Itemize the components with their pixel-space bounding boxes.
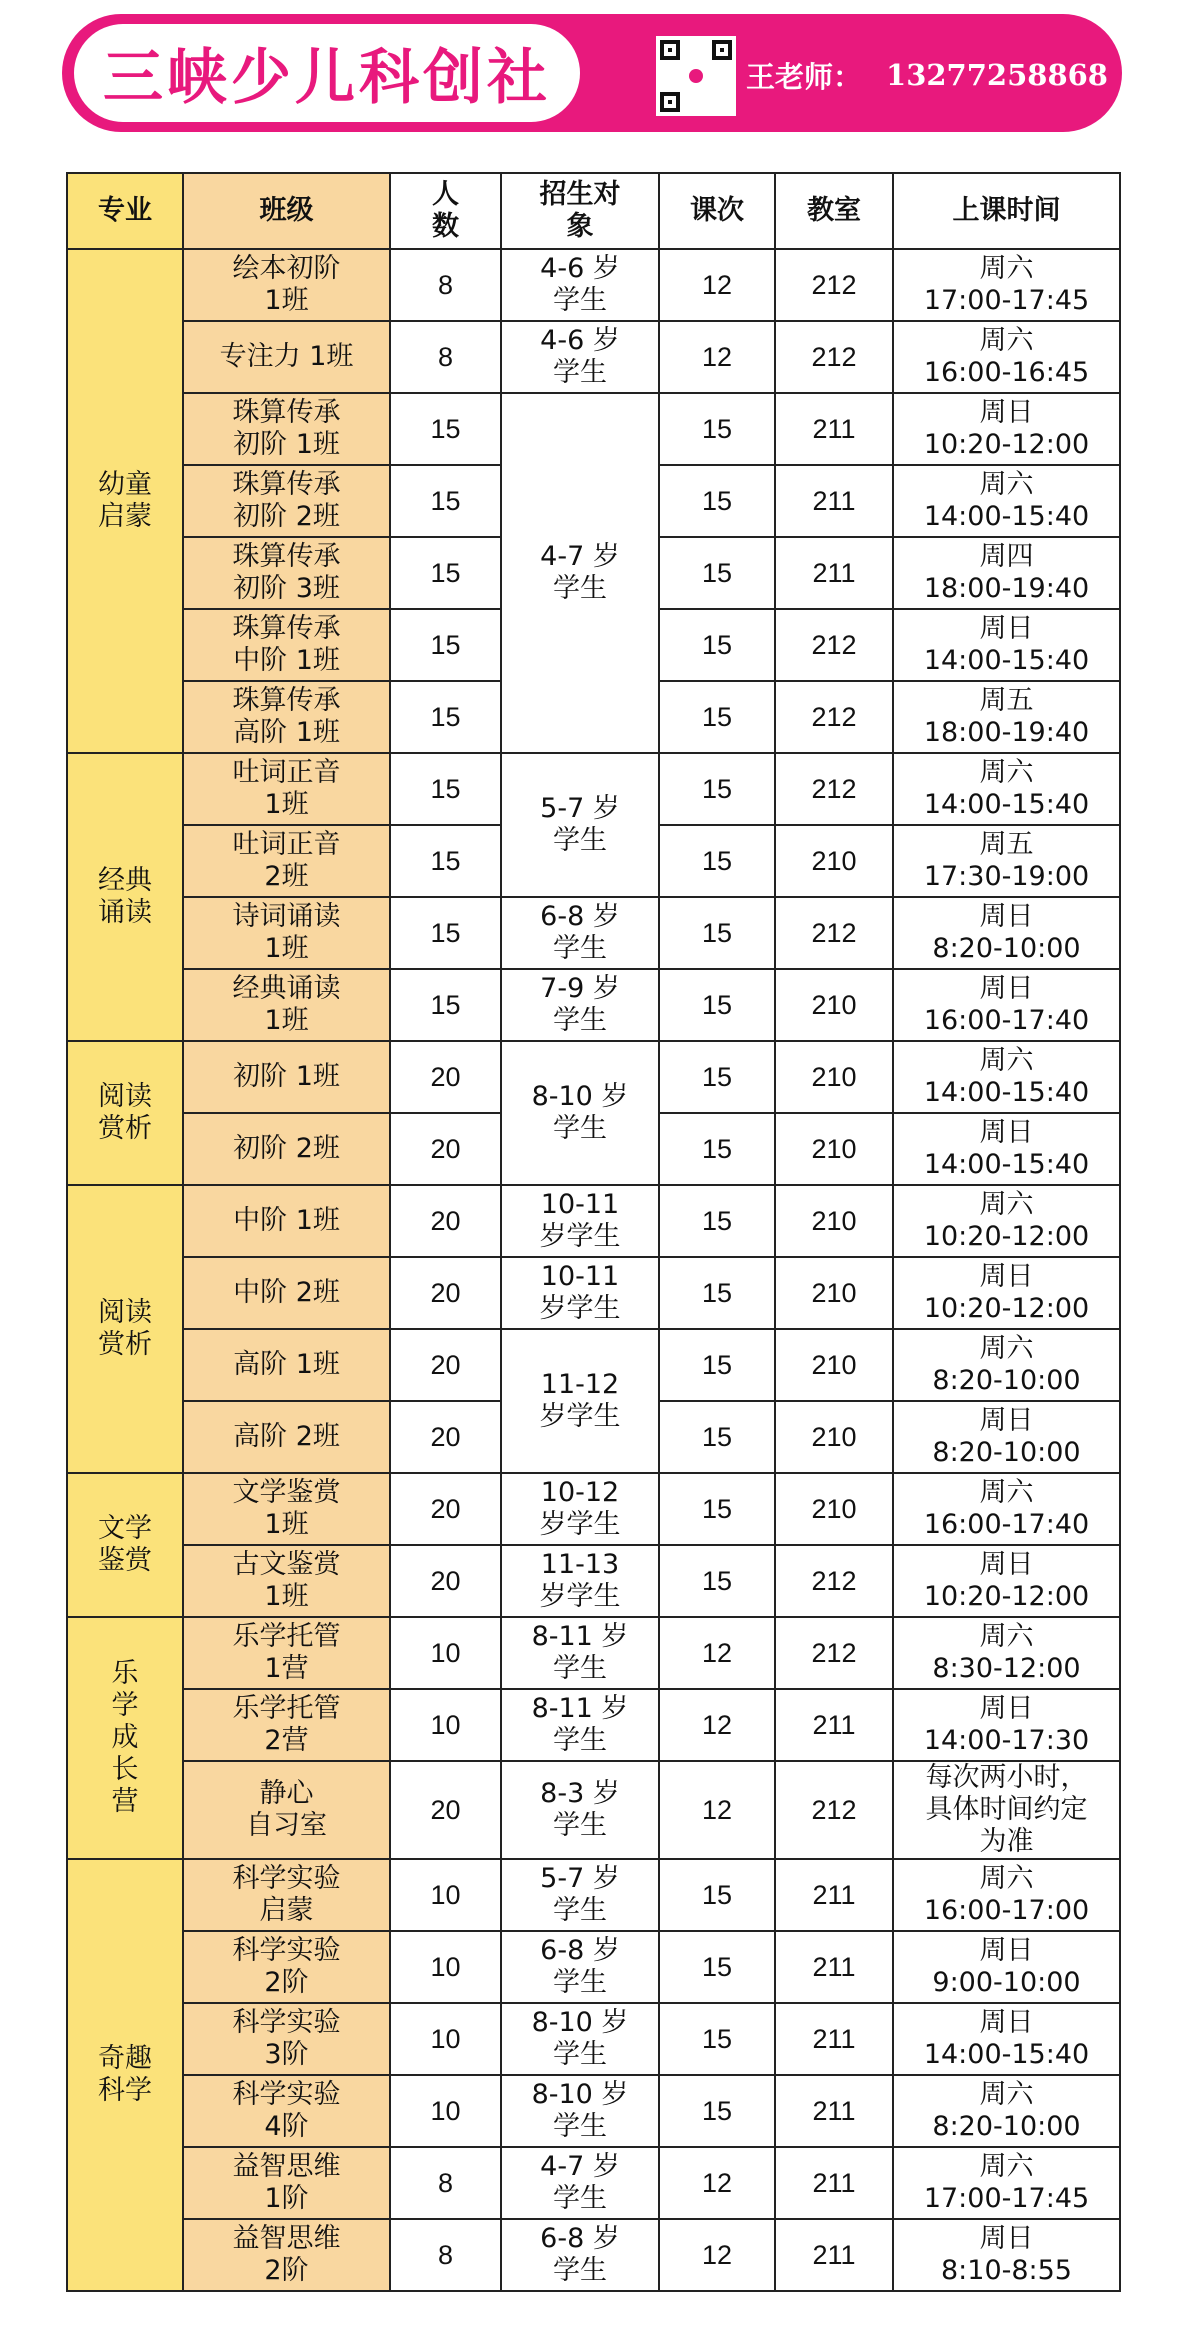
class-cell: 吐词正音 1班 [183, 753, 390, 825]
class-cell: 乐学托管 2营 [183, 1689, 390, 1761]
table-row [67, 321, 1120, 393]
class-cell: 静心 自习室 [183, 1761, 390, 1859]
table-row [67, 1257, 1120, 1329]
table-row [67, 393, 1120, 465]
table-row [67, 1473, 1120, 1545]
time-cell: 周六 16:00-16:45 [893, 321, 1120, 393]
time-cell: 周六 8:30-12:00 [893, 1617, 1120, 1689]
room-cell: 210 [775, 1113, 893, 1185]
table-row [67, 2147, 1120, 2219]
class-cell: 珠算传承 初阶 3班 [183, 537, 390, 609]
sessions-cell: 15 [659, 609, 775, 681]
sessions-cell: 15 [659, 1257, 775, 1329]
count-cell: 8 [390, 321, 501, 393]
class-cell: 高阶 2班 [183, 1401, 390, 1473]
target-cell: 4-6 岁 学生 [501, 249, 659, 321]
room-cell: 211 [775, 537, 893, 609]
table-row [67, 1545, 1120, 1617]
count-cell: 20 [390, 1473, 501, 1545]
time-cell: 周日 8:20-10:00 [893, 897, 1120, 969]
room-cell: 210 [775, 1041, 893, 1113]
room-cell: 212 [775, 681, 893, 753]
time-cell: 周五 17:30-19:00 [893, 825, 1120, 897]
time-cell: 周六 10:20-12:00 [893, 1185, 1120, 1257]
class-cell: 初阶 2班 [183, 1113, 390, 1185]
header-time: 上课时间 [893, 173, 1120, 249]
class-cell: 科学实验 4阶 [183, 2075, 390, 2147]
class-cell: 珠算传承 初阶 2班 [183, 465, 390, 537]
sessions-cell: 15 [659, 1185, 775, 1257]
target-cell: 8-11 岁 学生 [501, 1617, 659, 1689]
room-cell: 211 [775, 2003, 893, 2075]
class-cell: 经典诵读 1班 [183, 969, 390, 1041]
sessions-cell: 15 [659, 2003, 775, 2075]
table-row [67, 1185, 1120, 1257]
major-cell: 乐 学 成 长 营 [67, 1617, 183, 1859]
class-cell: 高阶 1班 [183, 1329, 390, 1401]
class-cell: 绘本初阶 1班 [183, 249, 390, 321]
table-row [67, 1329, 1120, 1401]
sessions-cell: 15 [659, 753, 775, 825]
schedule-body [67, 249, 1120, 2291]
phone-number: 13277258868 [886, 58, 1108, 92]
room-cell: 211 [775, 393, 893, 465]
major-cell: 文学 鉴赏 [67, 1473, 183, 1617]
count-cell: 20 [390, 1041, 501, 1113]
time-cell: 周日 10:20-12:00 [893, 1545, 1120, 1617]
class-cell: 珠算传承 高阶 1班 [183, 681, 390, 753]
sessions-cell: 15 [659, 393, 775, 465]
target-cell: 10-12 岁学生 [501, 1473, 659, 1545]
table-row [67, 249, 1120, 321]
count-cell: 10 [390, 2075, 501, 2147]
sessions-cell: 15 [659, 1859, 775, 1931]
major-cell: 经典 诵读 [67, 753, 183, 1041]
target-cell: 8-10 岁 学生 [501, 2003, 659, 2075]
target-cell: 6-8 岁 学生 [501, 2219, 659, 2291]
count-cell: 8 [390, 249, 501, 321]
sessions-cell: 12 [659, 2147, 775, 2219]
target-cell: 6-8 岁 学生 [501, 897, 659, 969]
sessions-cell: 15 [659, 681, 775, 753]
contact-info [746, 50, 1108, 100]
class-cell: 益智思维 2阶 [183, 2219, 390, 2291]
count-cell: 10 [390, 1689, 501, 1761]
count-cell: 10 [390, 1931, 501, 2003]
table-row [67, 2219, 1120, 2291]
time-cell: 周六 14:00-15:40 [893, 753, 1120, 825]
target-cell: 5-7 岁 学生 [501, 1859, 659, 1931]
time-cell: 周五 18:00-19:40 [893, 681, 1120, 753]
count-cell: 15 [390, 537, 501, 609]
count-cell: 20 [390, 1329, 501, 1401]
room-cell: 210 [775, 1329, 893, 1401]
table-row [67, 753, 1120, 825]
header-sessions: 课次 [659, 173, 775, 249]
sessions-cell: 15 [659, 465, 775, 537]
time-cell: 周六 17:00-17:45 [893, 249, 1120, 321]
table-row [67, 2003, 1120, 2075]
header-class: 班级 [183, 173, 390, 249]
time-cell: 周日 10:20-12:00 [893, 1257, 1120, 1329]
target-cell: 10-11 岁学生 [501, 1257, 659, 1329]
time-cell: 周日 14:00-15:40 [893, 2003, 1120, 2075]
class-cell: 益智思维 1阶 [183, 2147, 390, 2219]
class-cell: 诗词诵读 1班 [183, 897, 390, 969]
class-cell: 乐学托管 1营 [183, 1617, 390, 1689]
time-cell: 周四 18:00-19:40 [893, 537, 1120, 609]
count-cell: 10 [390, 2003, 501, 2075]
table-row [67, 969, 1120, 1041]
class-cell: 文学鉴赏 1班 [183, 1473, 390, 1545]
room-cell: 212 [775, 753, 893, 825]
sessions-cell: 15 [659, 537, 775, 609]
target-cell: 11-13 岁学生 [501, 1545, 659, 1617]
table-row [67, 1041, 1120, 1113]
table-row [67, 2075, 1120, 2147]
time-cell: 周六 17:00-17:45 [893, 2147, 1120, 2219]
count-cell: 20 [390, 1401, 501, 1473]
time-cell: 周六 16:00-17:40 [893, 1473, 1120, 1545]
target-cell: 11-12 岁学生 [501, 1329, 659, 1473]
class-cell: 珠算传承 中阶 1班 [183, 609, 390, 681]
class-cell: 中阶 1班 [183, 1185, 390, 1257]
major-cell: 阅读 赏析 [67, 1185, 183, 1473]
table-row [67, 1859, 1120, 1931]
time-cell: 周日 8:10-8:55 [893, 2219, 1120, 2291]
count-cell: 10 [390, 1859, 501, 1931]
sessions-cell: 12 [659, 321, 775, 393]
sessions-cell: 12 [659, 1689, 775, 1761]
sessions-cell: 15 [659, 1473, 775, 1545]
class-cell: 专注力 1班 [183, 321, 390, 393]
room-cell: 210 [775, 1185, 893, 1257]
time-cell: 每次两小时， 具体时间约定 为准 [893, 1761, 1120, 1859]
room-cell: 210 [775, 1473, 893, 1545]
major-cell: 奇趣 科学 [67, 1859, 183, 2291]
major-cell: 阅读 赏析 [67, 1041, 183, 1185]
target-cell: 8-3 岁 学生 [501, 1761, 659, 1859]
room-cell: 212 [775, 897, 893, 969]
class-cell: 中阶 2班 [183, 1257, 390, 1329]
sessions-cell: 15 [659, 1329, 775, 1401]
room-cell: 212 [775, 1545, 893, 1617]
target-cell: 5-7 岁 学生 [501, 753, 659, 897]
major-cell: 幼童 启蒙 [67, 249, 183, 753]
target-cell: 8-10 岁 学生 [501, 2075, 659, 2147]
count-cell: 10 [390, 1617, 501, 1689]
time-cell: 周日 9:00-10:00 [893, 1931, 1120, 2003]
count-cell: 8 [390, 2219, 501, 2291]
class-cell: 科学实验 3阶 [183, 2003, 390, 2075]
table-row [67, 1761, 1120, 1859]
time-cell: 周六 14:00-15:40 [893, 465, 1120, 537]
count-cell: 15 [390, 393, 501, 465]
class-cell: 科学实验 启蒙 [183, 1859, 390, 1931]
count-cell: 20 [390, 1257, 501, 1329]
target-cell: 7-9 岁 学生 [501, 969, 659, 1041]
time-cell: 周日 8:20-10:00 [893, 1401, 1120, 1473]
sessions-cell: 15 [659, 1931, 775, 2003]
room-cell: 212 [775, 249, 893, 321]
room-cell: 211 [775, 2219, 893, 2291]
room-cell: 212 [775, 1761, 893, 1859]
count-cell: 8 [390, 2147, 501, 2219]
target-cell: 4-7 岁 学生 [501, 393, 659, 753]
sessions-cell: 12 [659, 2219, 775, 2291]
header-row [67, 173, 1120, 249]
count-cell: 15 [390, 969, 501, 1041]
room-cell: 211 [775, 1689, 893, 1761]
room-cell: 211 [775, 2147, 893, 2219]
target-cell: 4-7 岁 学生 [501, 2147, 659, 2219]
class-cell: 科学实验 2阶 [183, 1931, 390, 2003]
room-cell: 211 [775, 2075, 893, 2147]
sessions-cell: 15 [659, 1113, 775, 1185]
count-cell: 20 [390, 1113, 501, 1185]
header-target: 招生对 象 [501, 173, 659, 249]
count-cell: 15 [390, 897, 501, 969]
class-cell: 初阶 1班 [183, 1041, 390, 1113]
sessions-cell: 15 [659, 1545, 775, 1617]
sessions-cell: 15 [659, 969, 775, 1041]
room-cell: 211 [775, 465, 893, 537]
count-cell: 15 [390, 609, 501, 681]
target-cell: 8-10 岁 学生 [501, 1041, 659, 1185]
target-cell: 10-11 岁学生 [501, 1185, 659, 1257]
sessions-cell: 12 [659, 1761, 775, 1859]
header-major: 专业 [67, 173, 183, 249]
count-cell: 15 [390, 825, 501, 897]
time-cell: 周日 10:20-12:00 [893, 393, 1120, 465]
room-cell: 212 [775, 609, 893, 681]
title-pill [74, 24, 580, 122]
count-cell: 20 [390, 1761, 501, 1859]
target-cell: 6-8 岁 学生 [501, 1931, 659, 2003]
time-cell: 周六 8:20-10:00 [893, 2075, 1120, 2147]
table-row [67, 897, 1120, 969]
table-row [67, 1689, 1120, 1761]
room-cell: 210 [775, 1257, 893, 1329]
count-cell: 20 [390, 1545, 501, 1617]
sessions-cell: 12 [659, 1617, 775, 1689]
class-cell: 古文鉴赏 1班 [183, 1545, 390, 1617]
class-cell: 珠算传承 初阶 1班 [183, 393, 390, 465]
time-cell: 周日 14:00-15:40 [893, 1113, 1120, 1185]
header-room: 教室 [775, 173, 893, 249]
time-cell: 周六 14:00-15:40 [893, 1041, 1120, 1113]
sessions-cell: 15 [659, 897, 775, 969]
sessions-cell: 12 [659, 249, 775, 321]
contact-label: 王老师： [746, 59, 863, 94]
room-cell: 212 [775, 321, 893, 393]
page-title: 三峡少儿科创社 [103, 43, 551, 113]
sessions-cell: 15 [659, 1041, 775, 1113]
room-cell: 211 [775, 1859, 893, 1931]
room-cell: 212 [775, 1617, 893, 1689]
count-cell: 15 [390, 753, 501, 825]
header-count: 人 数 [390, 173, 501, 249]
schedule-table [66, 172, 1121, 2292]
time-cell: 周日 16:00-17:40 [893, 969, 1120, 1041]
time-cell: 周日 14:00-15:40 [893, 609, 1120, 681]
time-cell: 周六 16:00-17:00 [893, 1859, 1120, 1931]
room-cell: 210 [775, 825, 893, 897]
room-cell: 211 [775, 1931, 893, 2003]
target-cell: 8-11 岁 学生 [501, 1689, 659, 1761]
class-cell: 吐词正音 2班 [183, 825, 390, 897]
sessions-cell: 15 [659, 1401, 775, 1473]
table-row [67, 1931, 1120, 2003]
count-cell: 20 [390, 1185, 501, 1257]
room-cell: 210 [775, 1401, 893, 1473]
target-cell: 4-6 岁 学生 [501, 321, 659, 393]
count-cell: 15 [390, 681, 501, 753]
qr-code-icon [656, 36, 736, 116]
time-cell: 周日 14:00-17:30 [893, 1689, 1120, 1761]
table-row [67, 1617, 1120, 1689]
sessions-cell: 15 [659, 2075, 775, 2147]
sessions-cell: 15 [659, 825, 775, 897]
count-cell: 15 [390, 465, 501, 537]
room-cell: 210 [775, 969, 893, 1041]
time-cell: 周六 8:20-10:00 [893, 1329, 1120, 1401]
